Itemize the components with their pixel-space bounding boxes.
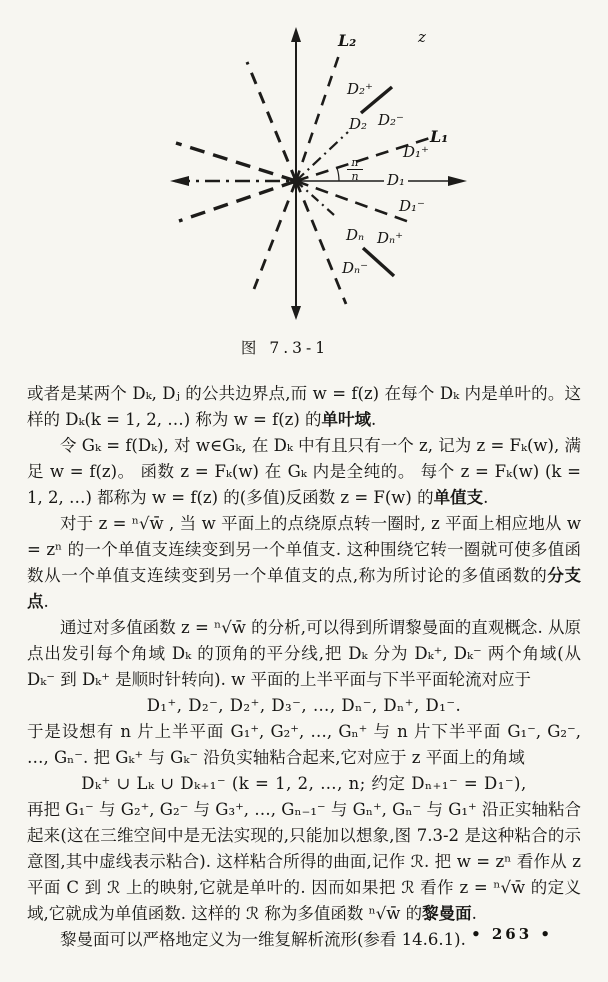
label-L1: L₁ <box>430 127 449 146</box>
paragraph-riemann-intuition <box>27 615 581 693</box>
label-angle-pi-over-n <box>347 157 363 182</box>
display-formula-half-planes: D₁⁺, D₂⁻, D₂⁺, D₃⁻, …, Dₙ⁻, Dₙ⁺, D₁⁻. <box>146 696 462 715</box>
arrow-left <box>170 176 189 186</box>
label-D1-minus: D₁⁻ <box>399 197 425 215</box>
label-D1-plus: D₁⁺ <box>403 143 429 161</box>
origin-point <box>292 177 300 185</box>
bold-term-branch-point: 分支点 <box>27 566 582 611</box>
paragraph-text: 再把 G₁⁻ 与 G₂⁺, G₂⁻ 与 G₃⁺, …, Gₙ₋₁⁻ 与 Gₙ⁺, Gₙ⁻ 与 G₁⁺ 沿正实轴粘合起来(这在三维空间中是无法实现的,只能加以想象,图 7.3-2 是这种粘合的示意图,其中虚线表示粘合). 这样粘合所得的曲面,记作 ℛ. 把 w = zⁿ 看作从 z 平面 C 到 ℛ 上的映射,它就是单叶的. 因而如果把 ℛ 看作 z = ⁿ√w̄ 的定义域,它就成为单值函数. 这样的 ℛ 称为多值函数 ⁿ√w̄ 的 <box>27 800 581 923</box>
label-D1: D₁ <box>384 173 408 188</box>
arrow-down <box>291 306 301 320</box>
page-number: • 263 • <box>471 925 553 943</box>
star-diagram <box>0 0 608 335</box>
arrow-right <box>448 176 467 186</box>
label-D2-minus: D₂⁻ <box>378 111 404 129</box>
label-Dn-plus: Dₙ⁺ <box>377 229 404 247</box>
paragraph-text: 于是设想有 n 片上半平面 G₁⁺, G₂⁺, …, Gₙ⁺ 与 n 片下半平面 G₁⁻, G₂⁻, …, Gₙ⁻. 把 Gₖ⁺ 与 Gₖ⁻ 沿负实轴粘合起来,它对应于 z 平面上的角域 <box>27 722 581 767</box>
paragraph-text: . <box>371 410 377 429</box>
label-D2-plus: D₂⁺ <box>347 80 373 98</box>
figure-7-3-1 <box>0 0 608 368</box>
figure-caption: 图 7.3-1 <box>240 339 330 357</box>
arrow-up <box>291 27 301 42</box>
angle-numerator: π <box>347 157 363 170</box>
paragraph-single-valued-branch <box>27 433 581 511</box>
paragraph-sheets <box>27 719 581 771</box>
paragraph-branch-point <box>27 511 581 615</box>
paragraph-text: . <box>483 488 489 507</box>
label-Dn: Dₙ <box>346 226 365 244</box>
bold-term-single-valued-branch: 单值支 <box>433 488 484 507</box>
label-D2: D₂ <box>349 115 368 133</box>
bold-term-univalent-domain: 单叶域 <box>321 410 372 429</box>
paragraph-text: 通过对多值函数 z = ⁿ√w̄ 的分析,可以得到所谓黎曼面的直观概念. 从原点出发引每个角域 Dₖ 的顶角的平分线,把 Dₖ 分为 Dₖ⁺, Dₖ⁻ 两个角域(从 Dₖ⁻ 到 Dₖ⁺ 是顺时针转向). w 平面的上半平面与下半平面轮流对应于 <box>27 618 581 689</box>
paragraph-text: 对于 z = ⁿ√w̄ , 当 w 平面上的点绕原点转一圈时, z 平面上相应地从 w = zⁿ 的一个单值支连续变到另一个单值支. 这种围绕它转一圈就可使多值函数从一个单值支连续变到另一个单值支的点,称为所讨论的多值函数的 <box>27 514 581 585</box>
paragraph-text: 或者是某两个 Dₖ, Dⱼ 的公共边界点,而 w = f(z) 在每个 Dₖ 内是单叶的。这样的 Dₖ(k = 1, 2, …) 称为 w = f(z) 的 <box>27 384 581 429</box>
angle-denominator: n <box>351 170 359 183</box>
paragraph-gluing <box>27 797 581 927</box>
paragraph-univalent-domain <box>27 381 581 433</box>
body-text <box>27 381 581 953</box>
label-L2: L₂ <box>338 31 357 50</box>
label-z-plane: z <box>418 28 426 46</box>
paragraph-text: 令 Gₖ = f(Dₖ), 对 w∈Gₖ, 在 Dₖ 中有且只有一个 z, 记为 z = Fₖ(w), 满足 w = f(z)。 函数 z = Fₖ(w) 在 Gₖ 内是全纯的。 每个 z = Fₖ(w) (k = 1, 2, …) 都称为 w = f(z) 的(多值)反函数 z = F(w) 的 <box>27 436 581 507</box>
paragraph-text: . <box>471 904 477 923</box>
label-Dn-minus: Dₙ⁻ <box>342 259 369 277</box>
display-formula-union: Dₖ⁺ ∪ Lₖ ∪ Dₖ₊₁⁻ (k = 1, 2, …, n; 约定 Dₙ₊₁⁻ = D₁⁻), <box>81 774 527 793</box>
paragraph-text: . <box>43 592 49 611</box>
bold-term-riemann-surface: 黎曼面 <box>422 904 472 923</box>
paragraph-text: 黎曼面可以严格地定义为一维复解析流形(参看 14.6.1). <box>60 930 466 949</box>
